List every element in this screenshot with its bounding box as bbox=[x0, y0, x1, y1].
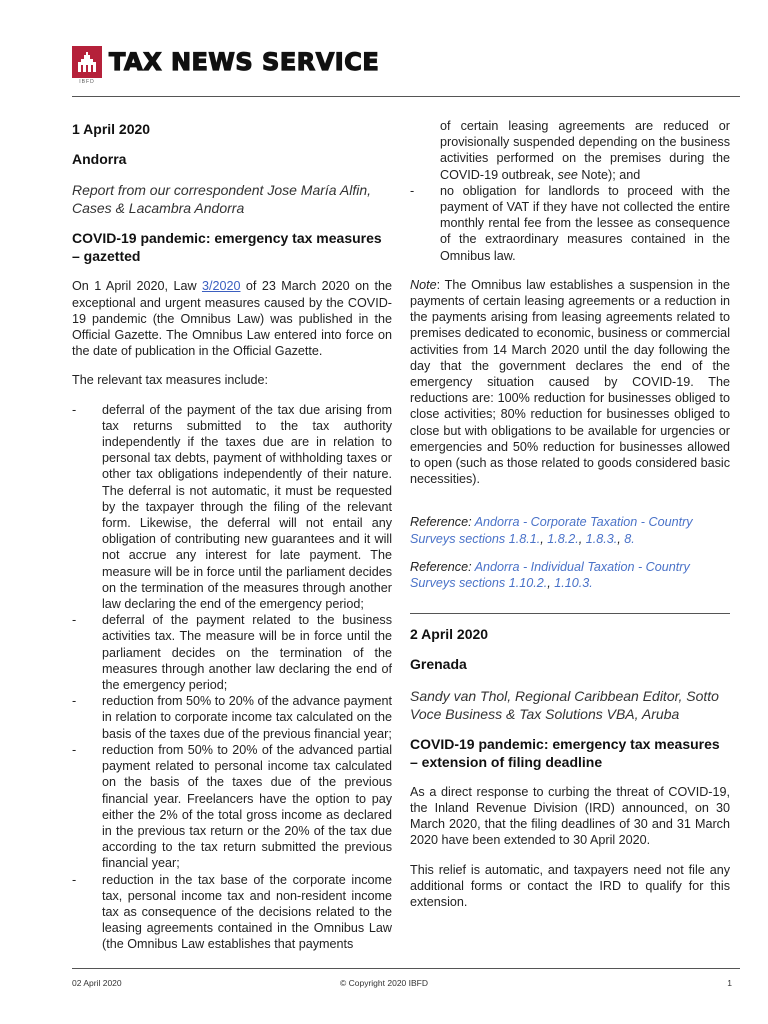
reference-individual: Reference: Andorra - Individual Taxation - Country Surveys sections 1.10.2., 1.10.3. bbox=[410, 559, 690, 591]
article-date: 1 April 2020 bbox=[72, 121, 151, 137]
note-label: Note bbox=[410, 277, 437, 292]
law-link[interactable]: 3/2020 bbox=[201, 279, 241, 294]
list-item bbox=[72, 612, 392, 693]
list-item-text: reduction from 50% to 20% of the advanced partial payment related to personal income tax calculated on the basis of the taxes due of the previous financial year. Freelancers have the option to pay either the 2% of the total gross income as declared in the previous tax return or the 20% of the tax due according to the tax return submitted the previous financial year; bbox=[102, 742, 392, 871]
section-link[interactable]: 1.10.2. bbox=[508, 576, 548, 591]
body-paragraph: As a direct response to curbing the threat of COVID-19, the Inland Revenue Division (IRD) announced, on 30 March 2020, that the filing deadlines of 30 and 31 March 2020 have been extended to 30 April 2020. bbox=[410, 784, 730, 848]
reference-link[interactable]: Andorra - Corporate Taxation - Country Surveys sections bbox=[410, 515, 693, 546]
intro-paragraph bbox=[72, 278, 392, 359]
list-marker: - bbox=[72, 742, 77, 757]
reference-corporate: Reference: Andorra - Corporate Taxation - Country Surveys sections 1.8.1., 1.8.2., 1.8.3., 8. bbox=[410, 515, 693, 546]
footer-divider bbox=[72, 968, 740, 969]
article-date: 2 April 2020 bbox=[410, 626, 489, 643]
list-intro: The relevant tax measures include: bbox=[72, 373, 269, 388]
section-link[interactable]: 1.8.3. bbox=[585, 531, 618, 546]
page-number: 1 bbox=[727, 978, 732, 988]
list-item bbox=[72, 402, 392, 613]
list-item-text: reduction from 50% to 20% of the advance payment in relation to corporate income tax calculated on the basis of the taxes due of the previous financial year; bbox=[102, 694, 392, 741]
list-item-text: reduction in the tax base of the corporate income tax, personal income tax and non-resident income tax as consequence of the decisions related to the leasing agreements contained in the Omnibus Law (the Omnibus Law establishes that payments bbox=[102, 872, 392, 952]
list-marker: - bbox=[72, 613, 77, 628]
body-paragraph: This relief is automatic, and taxpayers need not file any additional forms or contact the IRD to qualify for this extension. bbox=[410, 862, 730, 909]
reference-link[interactable]: Andorra - Individual Taxation - Country Surveys sections bbox=[410, 559, 690, 591]
right-column bbox=[410, 118, 730, 923]
list-item bbox=[72, 742, 392, 872]
measures-list bbox=[72, 402, 392, 953]
page-header bbox=[72, 46, 740, 96]
continuation-text-end: Note); and bbox=[577, 167, 641, 182]
list-marker: - bbox=[72, 402, 77, 417]
reference-label: Reference: bbox=[410, 515, 475, 530]
measures-list-cont bbox=[410, 183, 730, 264]
building-icon bbox=[78, 52, 96, 72]
header-divider bbox=[72, 96, 740, 97]
list-item-continuation bbox=[410, 118, 730, 183]
note-text: : The Omnibus law establishes a suspension in the payments of certain leasing agreements or a reduction in the payments arising from leasing agreements related to premises dedicated to economic, business or commercial activities from 14 March 2020 until the day following the day that the government declares the end of the emergency situation caused by COVID-19. The reductions are: 100% reduction for businesses obliged to close activities; 80% reduction for businesses obliged to close but with obligations to be available for urgencies or emergencies and 50% reduction for businesses allowed to open (such as those related to goods considered basic necessities). bbox=[410, 277, 730, 487]
see-emphasis: see bbox=[557, 167, 578, 182]
article-country: Grenada bbox=[410, 656, 467, 673]
article-headline: COVID-19 pandemic: emergency tax measures – extension of filing deadline bbox=[410, 735, 720, 770]
footer-copyright: © Copyright 2020 IBFD bbox=[340, 978, 428, 988]
article-byline: Report from our correspondent Jose María Alfin, Cases & Lacambra Andorra bbox=[72, 182, 372, 217]
ibfd-logo bbox=[72, 46, 102, 86]
continuation-text: of certain leasing agreements are reduced or provisionally suspended depending on the business activities performed on the premises during the COVID-19 outbreak, bbox=[440, 119, 730, 182]
list-marker: - bbox=[72, 872, 77, 887]
logo-text: IBFD bbox=[72, 78, 102, 86]
list-item-text: deferral of the payment related to the business activities tax. The measure will be in force until the parliament decides on the termination of the measures through another law declaring the end of the emergency period; bbox=[102, 613, 392, 693]
intro-text-cont: of 23 March 2020 on the exceptional and urgent measures caused by the COVID-19 pandemic (the Omnibus Law) was published in the Official Gazette. The Omnibus Law entered into force on the date of publication in the Official Gazette. bbox=[72, 279, 392, 359]
article-headline: COVID-19 pandemic: emergency tax measures – gazetted bbox=[72, 230, 382, 265]
list-item-text: no obligation for landlords to proceed with the payment of VAT if they have not collected the entire monthly rental fee from the lessee as consequence of the extraordinary measures contained in the Omnibus law. bbox=[440, 183, 730, 263]
publication-title: TAX NEWS SERVICE bbox=[109, 48, 380, 76]
note-paragraph bbox=[410, 277, 730, 488]
list-marker: - bbox=[72, 694, 77, 709]
footer-date: 02 April 2020 bbox=[72, 978, 122, 988]
section-link[interactable]: 1.8.2. bbox=[547, 531, 579, 546]
article-byline: Sandy van Thol, Regional Caribbean Editor, Sotto Voce Business & Tax Solutions VBA, Aruba bbox=[410, 687, 719, 722]
article-divider bbox=[410, 613, 730, 614]
list-marker: - bbox=[410, 183, 415, 198]
reference-label: Reference: bbox=[410, 559, 475, 574]
section-link[interactable]: 1.10.3. bbox=[554, 576, 593, 591]
list-item bbox=[410, 183, 730, 264]
section-link[interactable]: 1.8.1. bbox=[508, 531, 541, 546]
list-item-text: deferral of the payment of the tax due arising from tax returns submitted to the tax authority independently if the taxes due are in relation to personal tax debts, payment of withholding taxes or other tax obligations independently of their nature. The deferral is not automatic, it must be requested by the taxpayer through the filing of the relevant form. Likewise, the deferral will not entail any obligation of contributing new guarantees and it will not accrue any interest for late payment. The measure will be in force until the parliament decides on the termination of the measures through another law declaring the end of the emergency period; bbox=[102, 402, 392, 612]
article-country: Andorra bbox=[72, 151, 127, 168]
left-column bbox=[72, 116, 392, 953]
list-item bbox=[72, 693, 392, 742]
section-link[interactable]: 8. bbox=[624, 531, 635, 546]
intro-text: On 1 April 2020, Law bbox=[72, 279, 202, 294]
list-item bbox=[72, 872, 392, 953]
